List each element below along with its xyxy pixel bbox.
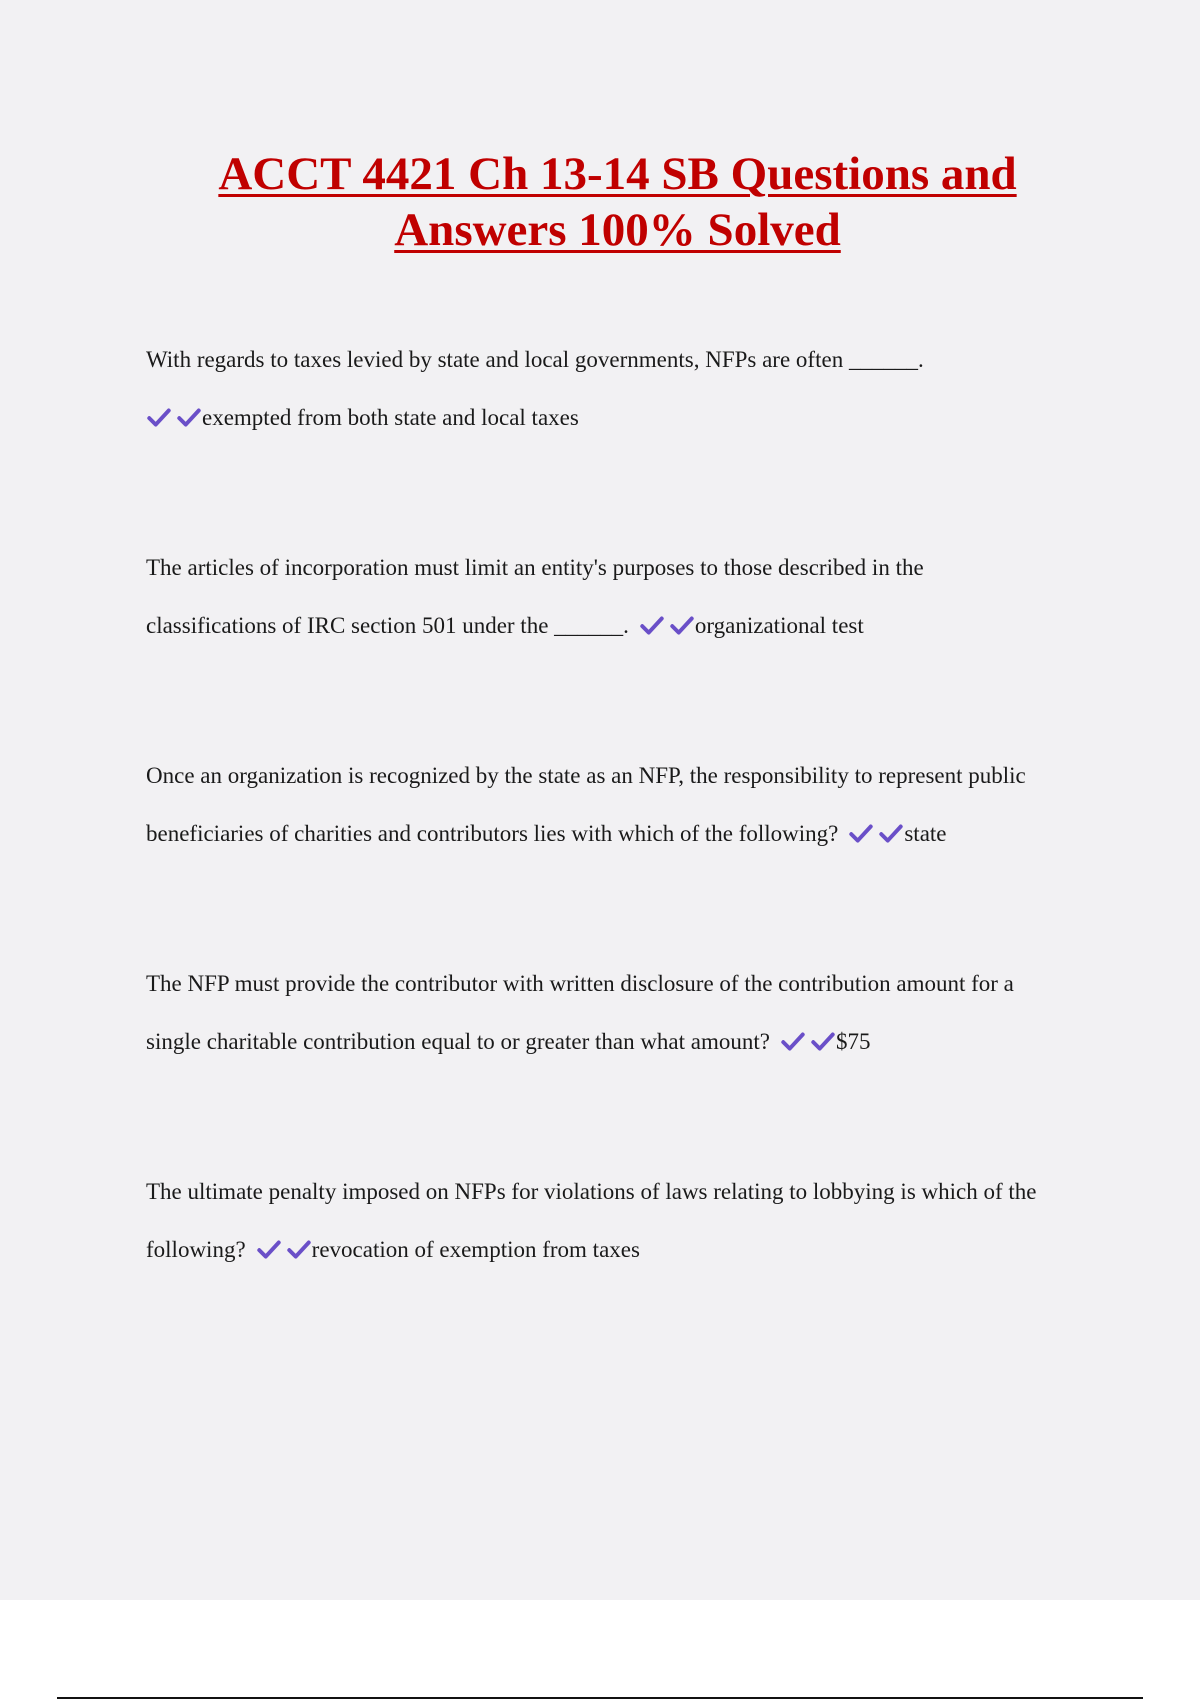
document-title xyxy=(160,146,1075,258)
question-text: beneficiaries of charities and contributors lies with which of the following? xyxy=(146,821,839,846)
next-page-preview xyxy=(145,1604,1145,1696)
answer-text: state xyxy=(904,821,947,846)
question-text: The articles of incorporation must limit an entity's purposes to those described in the xyxy=(146,555,924,580)
question-answer-line xyxy=(146,597,1106,655)
answer-text: organizational test xyxy=(694,613,864,638)
question-text: With regards to taxes levied by state and local governments, NFPs are often ______. xyxy=(146,347,924,372)
checkmark-icon xyxy=(146,404,172,430)
footer-divider xyxy=(57,1697,1143,1699)
title-line-2: Answers 100% Solved xyxy=(394,204,841,256)
question-answer-line xyxy=(146,1013,1106,1071)
qa-item-2 xyxy=(146,539,1106,655)
question-answer-line xyxy=(146,805,1106,863)
checkmark-icon xyxy=(878,820,904,846)
question-text: The NFP must provide the contributor with written disclosure of the contribution amount for a xyxy=(146,971,1014,996)
question-text: classifications of IRC section 501 under the ______. xyxy=(146,613,629,638)
question-answer-line xyxy=(146,1221,1106,1279)
answer-line xyxy=(146,389,1106,447)
qa-item-3 xyxy=(146,747,1106,863)
checkmark-icon xyxy=(286,1236,312,1262)
checkmark-icon xyxy=(810,1028,836,1054)
qa-item-5 xyxy=(146,1163,1106,1279)
answer-text: revocation of exemption from taxes xyxy=(311,1237,640,1262)
checkmark-icon xyxy=(669,612,695,638)
checkmark-icon xyxy=(639,612,665,638)
checkmark-icon xyxy=(780,1028,806,1054)
question-text: following? xyxy=(146,1237,246,1262)
checkmark-icon xyxy=(848,820,874,846)
answer-text: exempted from both state and local taxes xyxy=(202,405,579,430)
title-line-1: ACCT 4421 Ch 13-14 SB Questions and xyxy=(218,148,1017,200)
qa-item-4 xyxy=(146,955,1106,1071)
question-text: Once an organization is recognized by the state as an NFP, the responsibility to represent public xyxy=(146,763,1026,788)
checkmark-icon xyxy=(256,1236,282,1262)
question-text: The ultimate penalty imposed on NFPs for violations of laws relating to lobbying is which of the xyxy=(146,1179,1037,1204)
answer-text: $75 xyxy=(835,1029,871,1054)
question-text: single charitable contribution equal to or greater than what amount? xyxy=(146,1029,770,1054)
checkmark-icon xyxy=(176,404,202,430)
qa-item-1 xyxy=(146,331,1106,447)
